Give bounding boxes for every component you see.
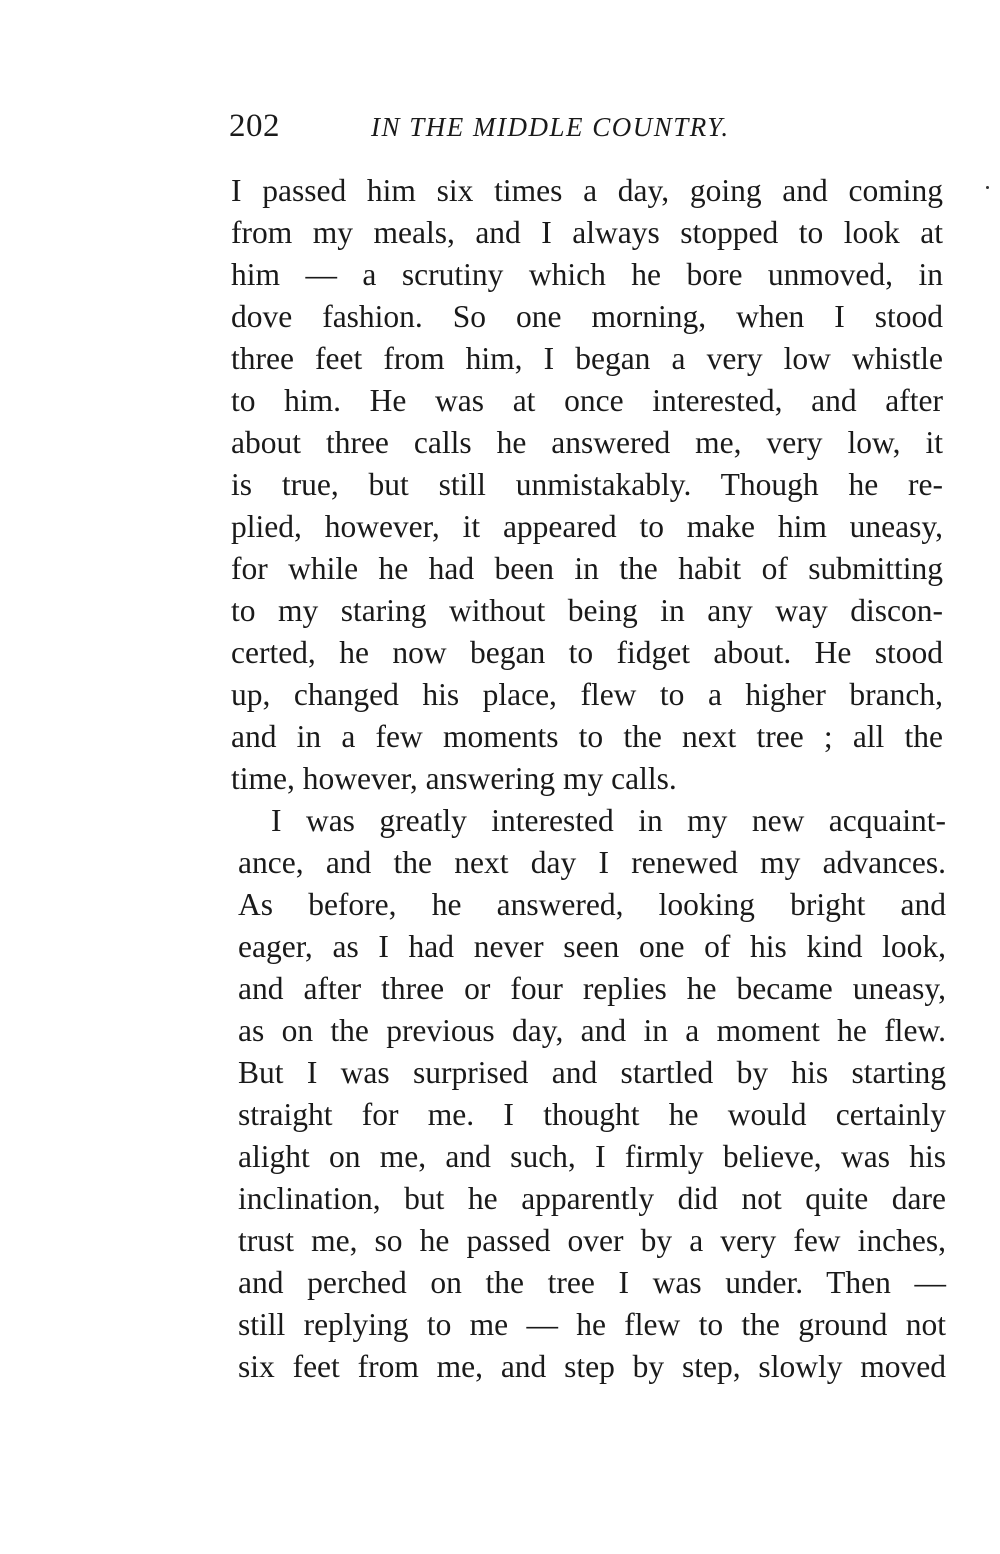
text-line: I was greatly interested in my new acquaint- (271, 803, 946, 838)
text-line: him — a scrutiny which he bore unmoved, in (231, 257, 943, 292)
text-line: certed, he now began to fidget about. He stood (231, 635, 943, 670)
page-number: 202 (229, 108, 280, 144)
text-line: three feet from him, I began a very low whistle (231, 341, 943, 376)
text-line: and perched on the tree I was under. Then — (238, 1265, 946, 1300)
text-line: ance, and the next day I renewed my advances. (238, 845, 946, 880)
text-line: and in a few moments to the next tree ; all the (231, 719, 943, 754)
text-line: trust me, so he passed over by a very few inches, (238, 1223, 946, 1258)
text-line: inclination, but he apparently did not quite dare (238, 1181, 946, 1216)
text-line: for while he had been in the habit of submitting (231, 551, 943, 586)
text-line: But I was surprised and startled by his starting (238, 1055, 946, 1090)
text-line: six feet from me, and step by step, slowly moved (238, 1349, 946, 1384)
text-line: as on the previous day, and in a moment he flew. (238, 1013, 946, 1048)
text-line: alight on me, and such, I firmly believe, was his (238, 1139, 946, 1174)
text-line: up, changed his place, flew to a higher branch, (231, 677, 943, 712)
margin-speck (986, 186, 989, 189)
running-head (229, 108, 809, 152)
text-line: is true, but still unmistakably. Though he re- (231, 467, 943, 502)
text-line: I passed him six times a day, going and coming (231, 173, 943, 208)
text-line: from my meals, and I always stopped to look at (231, 215, 943, 250)
text-line: about three calls he answered me, very low, it (231, 425, 943, 460)
text-line: straight for me. I thought he would certainly (238, 1097, 946, 1132)
text-line: dove fashion. So one morning, when I stood (231, 299, 943, 334)
text-line: to him. He was at once interested, and after (231, 383, 943, 418)
text-line: still replying to me — he flew to the ground not (238, 1307, 946, 1342)
text-line: eager, as I had never seen one of his kind look, (238, 929, 946, 964)
text-line: to my staring without being in any way discon- (231, 593, 943, 628)
text-line: plied, however, it appeared to make him uneasy, (231, 509, 943, 544)
text-line: and after three or four replies he became uneasy, (238, 971, 946, 1006)
text-line: As before, he answered, looking bright and (238, 887, 946, 922)
text-line: time, however, answering my calls. (231, 761, 677, 796)
running-title: IN THE MIDDLE COUNTRY. (371, 112, 730, 142)
